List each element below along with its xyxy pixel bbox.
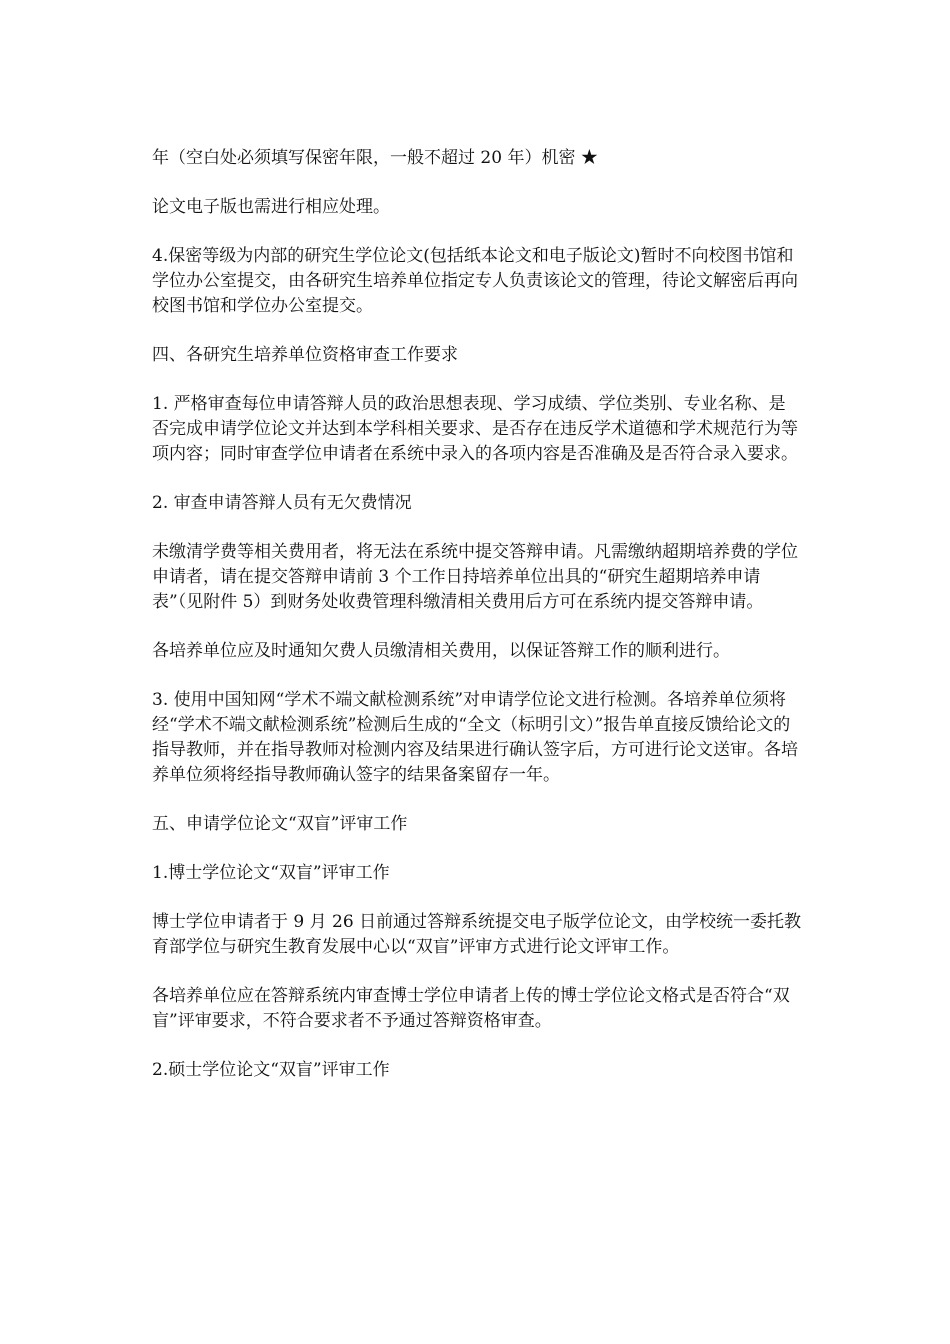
paragraph-review-item-2: 2. 审查申请答辩人员有无欠费情况 xyxy=(152,493,412,513)
paragraph-review-item-1: 1. 严格审查每位申请答辩人员的政治思想表现、学习成绩、学位类别、专业名称、是否完成申请学位论文并达到本学科相关要求、是否存在违反学术道德和学术规范行为等项内容；同时审查学位申请者在系统中录入的各项内容是否准确及是否符合录入要求。 xyxy=(152,394,798,464)
paragraph-internal-level: 4.保密等级为内部的研究生学位论文(包括纸本论文和电子版论文)暂时不向校图书馆和学位办公室提交，由各研究生培养单位指定专人负责该论文的管理，待论文解密后再向校图书馆和学位办公室提交。 xyxy=(152,246,798,316)
paragraph-unpaid-fees: 未缴清学费等相关费用者，将无法在系统中提交答辩申请。凡需缴纳超期培养费的学位申请者，请在提交答辩申请前 3 个工作日持培养单位出具的“研究生超期培养申请表”（见附件 5）到财务处收费管理科缴清相关费用后方可在系统内提交答辩申请。 xyxy=(152,542,798,612)
paragraph-electronic-version: 论文电子版也需进行相应处理。 xyxy=(152,197,390,217)
paragraph-confidential-note: 年（空白处必须填写保密年限，一般不超过 20 年）机密 ★ xyxy=(152,148,598,168)
section-heading-4: 四、各研究生培养单位资格审查工作要求 xyxy=(152,345,458,365)
paragraph-notify-fees: 各培养单位应及时通知欠费人员缴清相关费用，以保证答辩工作的顺利进行。 xyxy=(152,641,730,661)
subheading-master-review: 2.硕士学位论文“双盲”评审工作 xyxy=(152,1060,390,1080)
paragraph-doctoral-format-check: 各培养单位应在答辩系统内审查博士学位申请者上传的博士学位论文格式是否符合“双盲”评审要求，不符合要求者不予通过答辩资格审查。 xyxy=(152,986,790,1031)
paragraph-doctoral-submission: 博士学位申请者于 9 月 26 日前通过答辩系统提交电子版学位论文，由学校统一委托教育部学位与研究生教育发展中心以“双盲”评审方式进行论文评审工作。 xyxy=(152,912,802,957)
document-body xyxy=(152,146,802,1107)
paragraph-plagiarism-check: 3. 使用中国知网“学术不端文献检测系统”对申请学位论文进行检测。各培养单位须将经“学术不端文献检测系统”检测后生成的“全文（标明引文）”报告单直接反馈给论文的指导教师，并在指导教师对检测内容及结果进行确认签字后，方可进行论文送审。各培养单位须将经指导教师确认签字的结果备案留存一年。 xyxy=(152,690,798,785)
subheading-doctoral-review: 1.博士学位论文“双盲”评审工作 xyxy=(152,863,390,883)
section-heading-5: 五、申请学位论文“双盲”评审工作 xyxy=(152,814,408,834)
